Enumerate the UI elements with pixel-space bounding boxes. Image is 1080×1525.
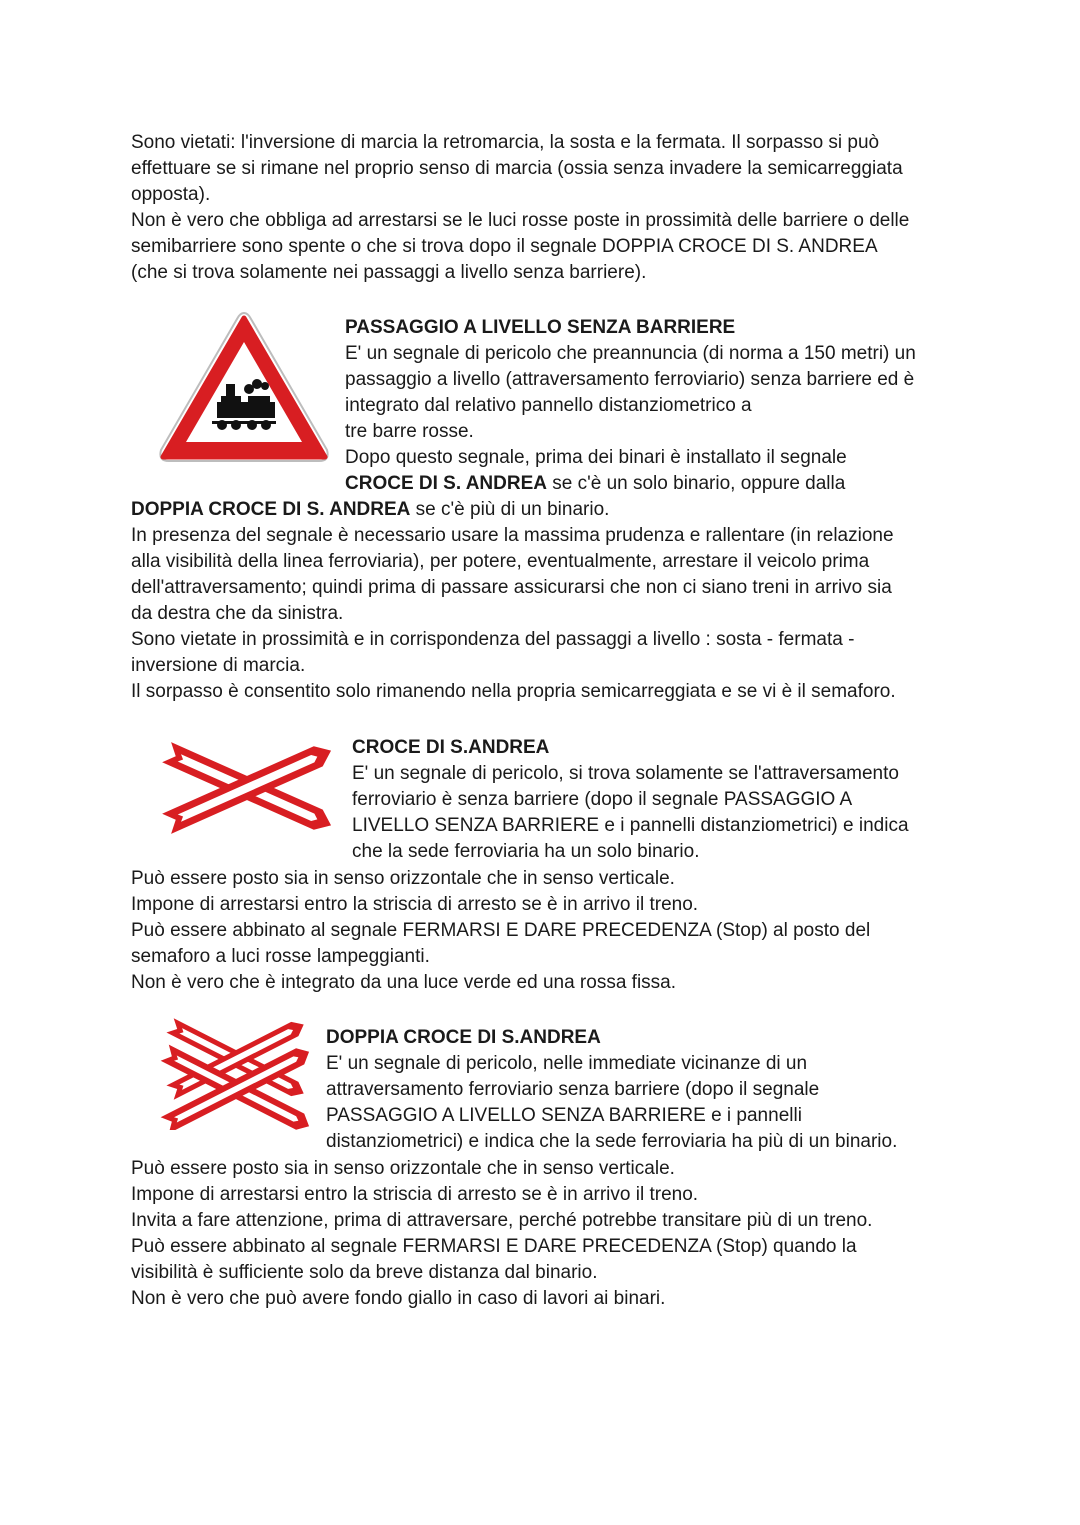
section-line: DOPPIA CROCE DI S. ANDREA se c'è più di un binario. [131, 499, 610, 520]
section-line: Può essere abbinato al segnale FERMARSI E DARE PRECEDENZA (Stop) al posto del [131, 920, 871, 941]
section-line: Il sorpasso è consentito solo rimanendo nella propria semicarreggiata e se vi è il semaforo. [131, 681, 896, 702]
section-line: Può essere abbinato al segnale FERMARSI E DARE PRECEDENZA (Stop) quando la [131, 1236, 857, 1257]
section-line: E' un segnale di pericolo, nelle immediate vicinanze di un [326, 1053, 808, 1074]
intro-line: (che si trova solamente nei passaggi a livello senza barriere). [131, 262, 647, 283]
section-line: Impone di arrestarsi entro la striscia di arresto se è in arrivo il treno. [131, 1184, 699, 1205]
section-line: Può essere posto sia in senso orizzontale che in senso verticale. [131, 868, 675, 889]
section-line: Può essere posto sia in senso orizzontale che in senso verticale. [131, 1158, 675, 1179]
intro-line: effettuare se si rimane nel proprio senso di marcia (ossia senza invadere la semicarreggiata [131, 158, 903, 179]
st-andrews-cross-icon [156, 740, 338, 836]
section-line: attraversamento ferroviario senza barriere (dopo il segnale [326, 1079, 820, 1100]
section-line: Non è vero che è integrato da una luce verde ed una rossa fissa. [131, 972, 677, 993]
section-title: CROCE DI S.ANDREA [352, 737, 550, 758]
section-line: PASSAGGIO A LIVELLO SENZA BARRIERE e i pannelli [326, 1105, 802, 1126]
intro-line: semibarriere sono spente o che si trova dopo il segnale DOPPIA CROCE DI S. ANDREA [131, 236, 878, 257]
section-line: visibilità è sufficiente solo da breve distanza dal binario. [131, 1262, 598, 1283]
section-line: dell'attraversamento; quindi prima di passare assicurarsi che non ci siano treni in arrivo sia [131, 577, 892, 598]
section-line: E' un segnale di pericolo, si trova solamente se l'attraversamento [352, 763, 899, 784]
intro-line: Non è vero che obbliga ad arrestarsi se le luci rosse poste in prossimità delle barriere o delle [131, 210, 910, 231]
section-line: CROCE DI S. ANDREA se c'è un solo binario, oppure dalla [345, 473, 846, 494]
section-line: ferroviario è senza barriere (dopo il segnale PASSAGGIO A [352, 789, 853, 810]
section-line: tre barre rosse. [345, 421, 474, 442]
double-st-andrews-cross-icon [156, 1015, 316, 1130]
section-line: semaforo a luci rosse lampeggianti. [131, 946, 430, 967]
section-line: distanziometrici) e indica che la sede ferroviaria ha più di un binario. [326, 1131, 898, 1152]
section-line: LIVELLO SENZA BARRIERE e i pannelli distanziometrici) e indica [352, 815, 909, 836]
level-crossing-without-barriers-icon [156, 310, 332, 465]
section-line: passaggio a livello (attraversamento ferroviario) senza barriere ed è [345, 369, 915, 390]
section-title: DOPPIA CROCE DI S.ANDREA [326, 1027, 601, 1048]
section-line: Impone di arrestarsi entro la striscia di arresto se è in arrivo il treno. [131, 894, 699, 915]
intro-line: opposta). [131, 184, 211, 205]
section-title: PASSAGGIO A LIVELLO SENZA BARRIERE [345, 317, 736, 338]
intro-line: Sono vietati: l'inversione di marcia la retromarcia, la sosta e la fermata. Il sorpasso si può [131, 132, 880, 153]
section-line: E' un segnale di pericolo che preannuncia (di norma a 150 metri) un [345, 343, 916, 364]
section-line: che la sede ferroviaria ha un solo binario. [352, 841, 700, 862]
section-line: da destra che da sinistra. [131, 603, 344, 624]
section-line: In presenza del segnale è necessario usare la massima prudenza e rallentare (in relazione [131, 525, 894, 546]
section-line: Sono vietate in prossimità e in corrispondenza del passaggi a livello : sosta - fermata - [131, 629, 855, 650]
section-line: Non è vero che può avere fondo giallo in caso di lavori ai binari. [131, 1288, 666, 1309]
section-line: Invita a fare attenzione, prima di attraversare, perché potrebbe transitare più di un treno. [131, 1210, 873, 1231]
section-line: alla visibilità della linea ferroviaria), per potere, eventualmente, arrestare il veicolo prima [131, 551, 870, 572]
section-line: Dopo questo segnale, prima dei binari è installato il segnale [345, 447, 847, 468]
section-line: inversione di marcia. [131, 655, 306, 676]
section-line: integrato dal relativo pannello distanziometrico a [345, 395, 752, 416]
